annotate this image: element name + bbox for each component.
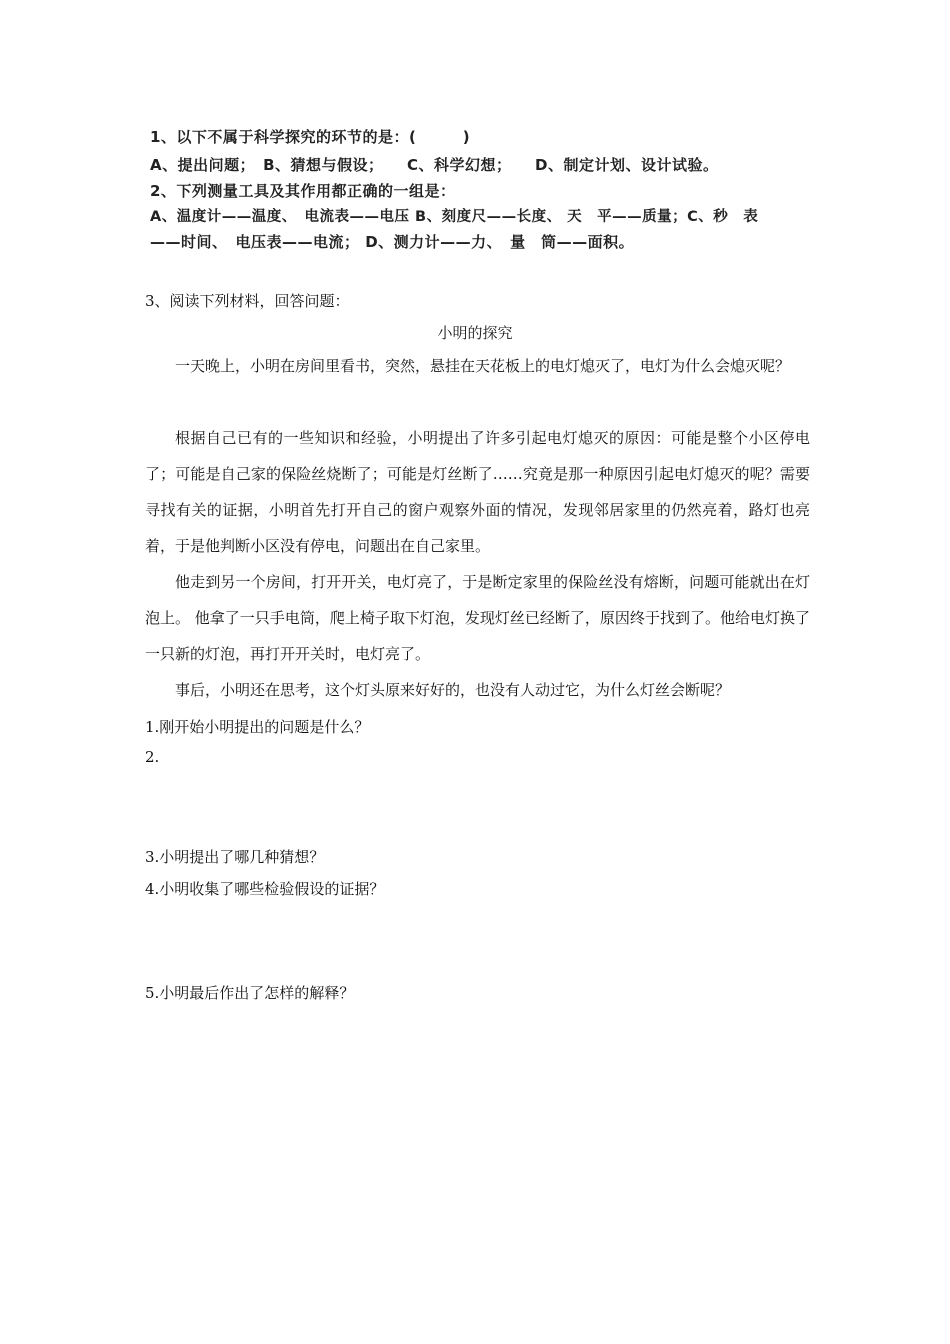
question-2-options-line1: A、温度计——温度、 电流表——电压 B、刻度尺——长度、 天 平——质量；C、秒 表 [150, 209, 759, 225]
reading-paragraph-4: 事后，小明还在思考，这个灯头原来好好的，也没有人动过它，为什么灯丝会断呢？ [175, 681, 731, 699]
reading-question-2: 2. [145, 748, 160, 766]
question-1: 1、以下不属于科学探究的环节的是：( ) [150, 128, 471, 146]
reading-question-3: 3.小明提出了哪几种猜想？ [145, 848, 325, 866]
reading-question-1: 1.刚开始小明提出的问题是什么？ [145, 718, 370, 736]
reading-paragraph-1: 一天晚上，小明在房间里看书，突然，悬挂在天花板上的电灯熄灭了，电灯为什么会熄灭呢？ [175, 357, 791, 375]
reading-question-4: 4.小明收集了哪些检验假设的证据？ [145, 880, 385, 898]
question-2-options-line2: ——时间、 电压表——电流； D、测力计——力、 量 筒——面积。 [150, 233, 635, 251]
question-1-options: A、提出问题； B、猜想与假设； C、科学幻想； D、制定计划、设计试验。 [150, 156, 719, 174]
reading-question-5: 5.小明最后作出了怎样的解释？ [145, 984, 355, 1002]
reading-paragraph-2: 根据自己已有的一些知识和经验，小明提出了许多引起电灯熄灭的原因：可能是整个小区停电了；可能是自己家的保险丝烧断了；可能是灯丝断了……究竟是那一种原因引起电灯熄灭的呢？需要寻找有关的证据，小明首先打开自己的窗户观察外面的情况，发现邻居家里的仍然亮着，路灯也亮着，于是他判断小区没有停电，问题出在自己家里。 [145, 429, 810, 555]
question-2: 2、下列测量工具及其作用都正确的一组是： [150, 182, 456, 200]
reading-title: 小明的探究 [437, 324, 513, 342]
reading-paragraph-3: 他走到另一个房间，打开开关，电灯亮了，于是断定家里的保险丝没有熔断，问题可能就出在灯泡上。 他拿了一只手电筒，爬上椅子取下灯泡，发现灯丝已经断了，原因终于找到了。他给电灯换了一只新的灯泡，再打开开关时，电灯亮了。 [145, 573, 810, 663]
reading-intro: 3、阅读下列材料，回答问题： [145, 292, 350, 310]
